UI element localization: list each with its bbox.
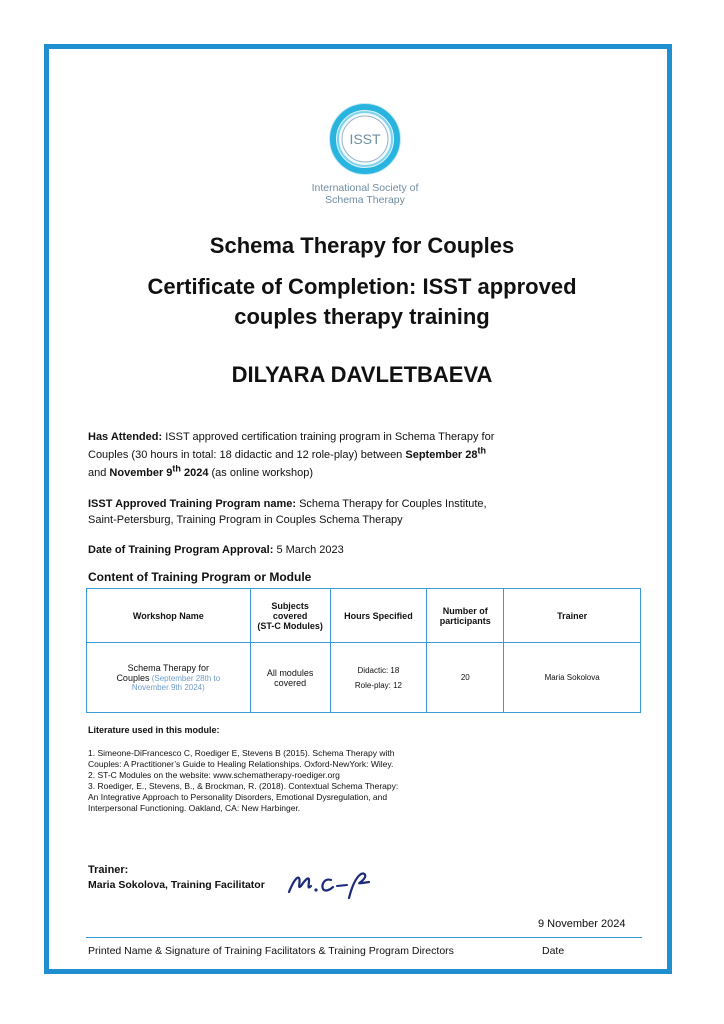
attended-mode: (as online workshop) [208, 467, 313, 479]
cell-subjects [250, 643, 330, 713]
signature-divider [86, 937, 642, 938]
workshop-dates-line-2: November 9th 2024) [131, 683, 205, 692]
footer-date-caption: Date [542, 945, 565, 957]
svg-text:ISST: ISST [349, 131, 381, 147]
content-section-title: Content of Training Program or Module [88, 570, 312, 584]
attended-text-2: Couples (30 hours in total: 18 didactic and 12 role-play) between [88, 449, 406, 461]
table-row [87, 643, 641, 713]
footer-signature-caption: Printed Name & Signature of Training Facilitators & Training Program Directors [88, 945, 454, 957]
program-name-label: ISST Approved Training Program name: [88, 498, 297, 510]
program-name-text-2: Saint-Petersburg, Training Program in Couples Schema Therapy [88, 514, 403, 526]
subjects-line-1: All modules [266, 667, 314, 678]
cell-hours [330, 643, 427, 713]
workshop-name-line-2: Couples [116, 673, 150, 683]
workshop-dates-line-1: (September 28th to [149, 674, 221, 683]
approval-label: Date of Training Program Approval: [88, 544, 274, 556]
program-table [86, 588, 641, 713]
subtitle-line-1: Certificate of Completion: ISST approved [147, 274, 577, 299]
header-participants [427, 589, 504, 643]
list-item: 1. Simeone-DiFrancesco C, Roediger E, Stevens B (2015). Schema Therapy with [88, 748, 395, 758]
header-participants-line-1: Number of [442, 605, 488, 616]
header-hours: Hours Specified [330, 589, 427, 643]
attendance-statement [88, 428, 648, 482]
org-line-1: International Society of [311, 182, 419, 194]
certificate-title: Schema Therapy for Couples [209, 233, 515, 258]
certificate-subtitle [60, 272, 664, 332]
handwritten-signature [285, 868, 375, 902]
isst-logo-icon [315, 101, 415, 181]
list-item: 2. ST-C Modules on the website: www.schematherapy-roediger.org [88, 770, 340, 780]
header-subjects-line-2: covered [272, 610, 308, 621]
list-item: Couples: A Practitioner’s Guide to Healing Relationships. Oxford-NewYork: Wiley. [88, 759, 394, 769]
hours-didactic: Didactic: 18 [357, 665, 400, 675]
trainer-name: Maria Sokolova, Training Facilitator [88, 879, 265, 891]
table-header-row [87, 589, 641, 643]
list-item: Interpersonal Functioning. Oakland, CA: New Harbinger. [88, 803, 301, 813]
issue-date: 9 November 2024 [538, 918, 626, 930]
attended-label: Has Attended: [88, 431, 163, 443]
cell-workshop [87, 643, 251, 713]
trainer-label: Trainer: [88, 864, 129, 876]
cell-participants: 20 [427, 643, 504, 713]
literature-title: Literature used in this module: [88, 725, 220, 735]
end-year: 2024 [180, 467, 209, 479]
attended-text-1: ISST approved certification training program in Schema Therapy for [162, 431, 495, 443]
header-subjects [250, 589, 330, 643]
approval-statement [88, 541, 648, 559]
literature-list [88, 748, 468, 814]
start-date: September 28 [405, 449, 478, 461]
org-line-2: Schema Therapy [325, 194, 405, 206]
attended-and: and [88, 467, 110, 479]
hours-roleplay: Role-play: 12 [354, 680, 402, 690]
program-name-statement [88, 496, 648, 528]
subjects-line-2: covered [274, 677, 307, 688]
cell-trainer: Maria Sokolova [504, 643, 641, 713]
program-name-text-1: Schema Therapy for Couples Institute, [296, 498, 487, 510]
list-item: An Integrative Approach to Personality Disorders, Emotional Dysregulation, and [88, 792, 388, 802]
organization-name [280, 182, 450, 206]
start-date-suffix: th [477, 445, 487, 456]
end-date: November 9 [109, 467, 173, 479]
header-workshop: Workshop Name [87, 589, 251, 643]
header-subjects-line-1: Subjects [271, 600, 309, 611]
approval-date: 5 March 2023 [273, 544, 344, 556]
header-subjects-line-3: (ST-C Modules) [257, 620, 323, 631]
list-item: 3. Roediger, E., Stevens, B., & Brockman, R. (2018). Contextual Schema Therapy: [88, 781, 399, 791]
header-participants-line-2: participants [439, 615, 491, 626]
workshop-name-line-1: Schema Therapy for [127, 663, 209, 673]
recipient-name: DILYARA DAVLETBAEVA [231, 362, 493, 387]
end-date-suffix: th [172, 463, 181, 474]
subtitle-line-2: couples therapy training [234, 304, 490, 329]
header-trainer: Trainer [504, 589, 641, 643]
